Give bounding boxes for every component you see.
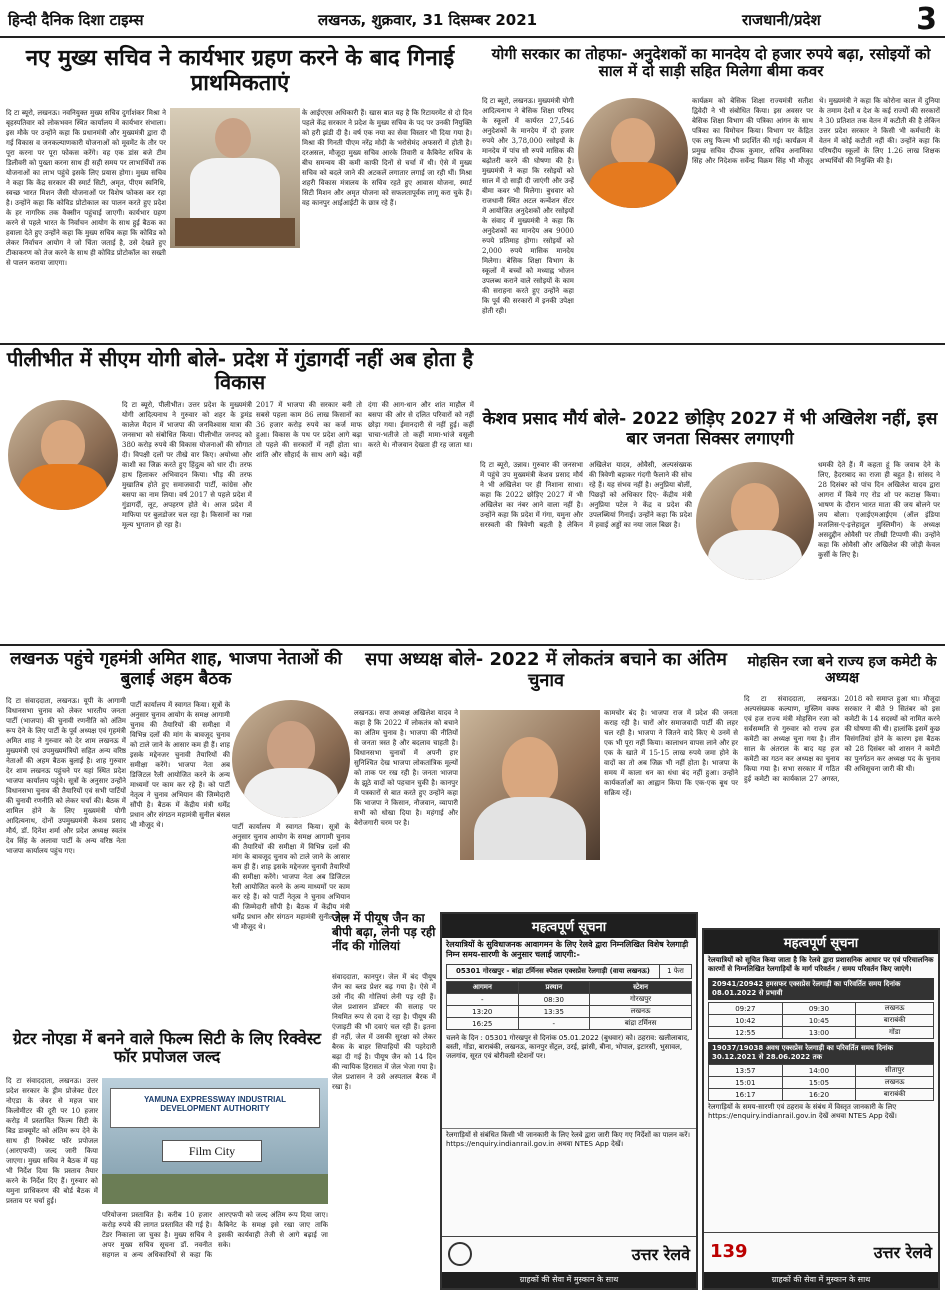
article-body-keshav: दि टा ब्यूरो, उन्नाव। गुरुवार की जनसभा में पहुंचे उप मुख्यमंत्री केशव प्रसाद मौर्य ने भी अखिलेश पर ही निशाना साधा। कहा कि 2022 छोड़िए 2027 में भी अखिलेश का नंबर आने वाला नहीं है। उन्होंने कहा कि प्रदेश में गंगा, यमुना और सरस्वती की त्रिवेणी बहती है लेकिन अखिलेश यादव, ओवैसी, अल्पसंख्यक की त्रिवेणी बहाकर गंदगी फैलाने की सोच रहे हैं। यह संभव नहीं है। अनुप्रिया बोलीं, पिछड़ों को अधिकार दिए- केंद्रीय मंत्री अनुप्रिया पटेल ने केंद्र व प्रदेश की उपलब्धियां गिनाईं। उन्होंने कहा कि प्रदेश में हवाई अड्डों का नया जाल बिछा है।	[480, 461, 692, 529]
table-row: 16:17 16:20 बाराबंकी	[709, 1089, 934, 1101]
amit-shah-photo	[232, 700, 350, 818]
article-body-chief-secretary-cont: के आईएएस अधिकारी हैं। खास बात यह है कि रिटायरमेंट से दो दिन पहले केंद्र सरकार ने प्रदेश के मुख्य सचिव के पद पर उनकी नियुक्ति को हरी झंडी दी है। वर्ष एक नया का सेवा विस्तार भी दिया गया है। मिश्रा की गिनती पीएम नरेंद्र मोदी के भरोसेमंद अफसरों में होती है। दरअसल, मौजूदा मुख्य सचिव आरके तिवारी व कैबिनेट सचिव के बीच समन्वय की कमी काफी दिनों से चर्चा में थी। ऐसे में मुख्य सचिव को बदले जाने की अटकलें लगातार लगाई जा रही थीं। मिश्रा शहरी विकास मंत्रालय के सचिव रहते हुए आवास योजना, स्मार्ट सिटी मिशन और अमृत योजना को सफलतापूर्वक लागू करा चुके हैं। वह कानपुर आईआईटी के छात्र रहे हैं।	[302, 109, 472, 207]
helpline-number: 139	[710, 1241, 748, 1262]
yogi-photo	[578, 98, 688, 208]
headline-pilibhit: पीलीभीत में सीएम योगी बोले- प्रदेश में गुंडागर्दी नहीं अब होता है विकास	[6, 347, 474, 394]
article-body-film-city: दि टा संवाददाता, लखनऊ। उत्तर प्रदेश सरकार के ड्रीम प्रोजेक्ट ग्रेटर नोएडा के जेवर से महज चार किलोमीटर की दूरी पर 10 हजार करोड़ में प्रस्तावित फिल्म सिटी के बिड डाक्यूमेंट को अंतिम रूप देने के साथ ही रिक्वेस्ट फॉर प्रपोजल (आरएफपी) जल्द जारी किया जाएगा। मुख्य सचिव ने बैठक में यह भी निर्देश दिया कि प्रस्ताव तैयार करने के निर्देश दिए हैं। गुरुवार को यमुना प्राधिकरण की बोर्ड बैठक में प्रस्ताव पर चर्चा हुई।	[6, 1077, 98, 1205]
col-departure: प्रस्थान	[518, 982, 590, 994]
article-body-amit-shah: दि टा संवाददाता, लखनऊ। यूपी के आगामी विधानसभा चुनाव को लेकर भारतीय जनता पार्टी (भाजपा) की चुनावी रणनीति को अंतिम रूप देने के लिए पार्टी के पूर्व अध्यक्ष एवं गृहमंत्री अमित शाह ने गुरुवार को देर शाम लखनऊ में मुख्यमंत्री एवं उपमुख्यमंत्रियों सहित अन्य वरिष्ठ नेताओं की अहम बैठक बुलाई है। शाह गुरुवार देर शाम लखनऊ पहुंचने पर यहां स्थित प्रदेश भाजपा कार्यालय पहुंचे। सूत्रों के अनुसार उन्होंने विधानसभा चुनाव की तैयारियों एवं सभी पार्टियों की चुनावी रणनीति को लेकर चर्चा की। बैठक में शामिल होने के लिए मुख्यमंत्री योगी आदित्यनाथ, दोनों उपमुख्यमंत्री केशव प्रसाद मौर्य, डॉ. दिनेश शर्मा और प्रदेश अध्यक्ष स्वतंत्र देव सिंह के अलावा पार्टी के अन्य वरिष्ठ नेता भाजपा कार्यालय पहुंच गए।	[6, 697, 126, 855]
train-block-1: 20941/20942 हमसफर एक्सप्रेस रेलगाड़ी का परिवर्तित समय दिनांक 08.01.2022 से प्रभावी	[708, 978, 934, 1000]
notice-intro: रेलयात्रियों को सूचित किया जाता है कि रेलवे द्वारा प्रशासनिक आधार पर एवं परिचालनिक कारणों से निम्नलिखित रेलगाड़ियों के मार्ग परिवर्तन / समय परिवर्तन किए जाएंगे।	[708, 956, 934, 973]
chief-secretary-photo	[170, 108, 300, 248]
headline-film-city: ग्रेटर नोएडा में बनने वाले फिल्म सिटी के लिए रिक्वेस्ट फॉर प्रपोजल जल्द	[12, 1029, 322, 1067]
article-body-piyush-jain: संवाददाता, कानपुर। जेल में बंद पीयूष जैन का ब्लड प्रेशर बढ़ गया है। ऐसे में उसे नींद की गोलियां लेनी पड़ रही हैं। जेल प्रशासन डॉक्टर की सलाह पर नियमित रूप से दवा दे रहा है। पीयूष की एंजाइटी की भी दवाएं चल रही हैं। इतना ही नहीं, जेल में उसकी सुरक्षा को लेकर बैरक के बाहर सिपाहियों की पहरेदारी बढ़ा दी गई है। पीयूष जैन को 14 दिन की न्यायिक हिरासत में जेल भेजा गया है। जेल प्रशासन ने उसे अस्पताल बैरक में रखा है।	[332, 973, 436, 1091]
keshav-photo	[696, 462, 814, 580]
paper-name: हिन्दी दैनिक दिशा टाइम्स	[8, 11, 144, 29]
divider	[0, 343, 945, 345]
notice-footer: रेलगाड़ियों से संबंधित किसी भी जानकारी के लिए रेलवे द्वारा जारी किए गए निर्देशों का पालन करें। https://enquiry.indianrail.gov.in अथवा NTES App देखें।	[442, 1128, 696, 1168]
article-body-akhilesh: लखनऊ। सपा अध्यक्ष अखिलेश यादव ने कहा है कि 2022 में लोकतंत्र को बचाने का अंतिम चुनाव है। भाजपा की नीतियों से जनता त्रस्त है और बदलाव चाहती है। विधानसभा चुनावों में अपनी हार सुनिश्चित देख भाजपा लोकतांत्रिक मूल्यों को ताक पर रख रही है। जनता भाजपा के झूठे वादों को पहचान चुकी है। कानपुर में पत्रकारों से बात करते हुए उन्होंने कहा कि भाजपा ने किसान, नौजवान, व्यापारी सभी को धोखा दिया है। महंगाई और बेरोजगारी चरम पर है।	[354, 709, 458, 827]
table-row: 16:25 - बांद्रा टर्मिनस	[447, 1018, 692, 1030]
notice-title: महत्वपूर्ण सूचना	[704, 930, 938, 954]
headline-mohsin-raza: मोहसिन रजा बने राज्य हज कमेटी के अध्यक्ष	[747, 654, 937, 687]
table-row: 15:01 15:05 लखनऊ	[709, 1077, 934, 1089]
page-number: 3	[916, 2, 937, 37]
table-row: 13:57 14:00 सीतापुर	[709, 1065, 934, 1077]
divider	[0, 644, 945, 646]
sign-line-1: YAMUNA EXPRESSWAY INDUSTRIAL	[143, 1095, 287, 1104]
article-body-chief-secretary: दि टा ब्यूरो, लखनऊ। नवनियुक्त मुख्य सचिव दुर्गाशंकर मिश्रा ने बृहस्पतिवार को लोकभवन स्थित कार्यालय में कार्यभार संभाला। इस मौके पर उन्होंने कहा कि प्रधानमंत्री और मुख्यमंत्री द्वारा दी गई विकास व जनकल्याणकारी योजनाओं को मूवमेंट के तौर पर पूरा करना पर पूरा फोकस करेंगे। वह एक डांस बजे टीम डिलीवरी को पुख्ता करना साथ ही सही समय पर लाभार्थियों तक योजनाओं का लाभ पहुंचे इसके लिए प्रयास होगा। मुख्य सचिव ने कहा कि केंद्र सरकार की स्मार्ट सिटी, अमृत, पीएम स्वनिधि, स्वच्छ भारत मिशन जैसी योजनाओं पर विशेष फोकस कर रहा है। उन्होंने कहा कि कोविड प्रोटोकाल का पालन करते हुए प्रदेश के हर नागरिक तक वैक्सीन पहुंचाई जाएगी। कार्यभार ग्रहण करने से पहले भारत के निर्वाचन आयोग के साथ हुई बैठक का हवाला देते हुए उन्होंने कहा कि मुख्य सचिव कहा कि कोविड को लेकर निर्वाचन आयोग ने जो चिंता जताई है, उसे देखते हुए टीकाकरण को तेज करने के साथ ही कोविड प्रोटोकॉल का सख्ती से पालन कराया जाएगा।	[6, 109, 166, 267]
headline-piyush-jain: जेल में पीयूष जैन का बीपी बढ़ा, लेनी पड़ रही नींद की गोलियां	[332, 911, 436, 953]
yogi-pilibhit-photo	[8, 400, 118, 510]
masthead	[0, 0, 945, 38]
article-body-pilibhit-cont: 2017 में भाजपा की सरकार बनी तो सबसे पहला काम 86 लाख किसानों का 36 हजार करोड़ रुपये का कर्ज माफ हुआ। विकास के पथ पर प्रदेश आगे बढ़ा तो पहले की सरकारों में नहीं होता था। शांति और सौहार्द के साथ आगे बढ़े। वहीं दंगा की आग-धान और शांत माहौल में बसपा की ओर से दलित परिवारों को नहीं छोड़ा गया। ईमानदारी से नहीं हुई। कहीं चाचा-भतीजे तो कहीं मामा-भांजे वसूली करते थे। नौजवान देखता ही रह जाता था।	[256, 401, 474, 459]
table-row: - 08:30 गोरखपुर	[447, 994, 692, 1006]
article-body-pilibhit: दि टा ब्यूरो, पीलीभीत। उत्तर प्रदेश के मुख्यमंत्री योगी आदित्यनाथ ने गुरुवार को शहर के ड्रमंड कालेज मैदान में भाजपा की जनविश्वास यात्रा की जनसभा को संबोधित किया। पीलीभीत जनपद को 380 करोड़ रुपये की विकास योजनाओं की सौगात दी। विपक्षी दलों पर तीखे वार किए। अयोध्या और काशी का जिक्र करते हुए हिंदुत्व को धार दी। तरफ हाथ हिलाकर अभिवादन किया। भीड़ की तरफ मुखातिब होते हुए समाजवादी पार्टी, कांग्रेस और बसपा का नाम लिया। वर्ष 2017 से पहले प्रदेश में गुंडागर्दी, लूट, अपहरण होते थे। आज प्रदेश में माफिया पर बुलडोजर चल रहा है। किसानों का गन्ना मूल्य भुगतान हो रहा है।	[122, 401, 252, 529]
timetable-2	[708, 1064, 934, 1101]
headline-amit-shah: लखनऊ पहुंचे गृहमंत्री अमित शाह, भाजपा नेताओं की बुलाई अहम बैठक	[10, 649, 342, 689]
article-body-amit-shah-cont: पार्टी कार्यालय में स्वागत किया। सूत्रों के अनुसार चुनाव आयोग के समक्ष आगामी चुनाव की तैयारियों की समीक्षा में विभिन्न दलों की मांग के बावजूद चुनाव को टाले जाने के आसार कम ही हैं। शाह इसके मद्देनजर चुनावी तैयारियों की समीक्षा करेंगे। भाजपा नेता अब डिजिटल रैली आयोजित करने के अन्य माध्यमों पर काम कर रहे हैं। को पार्टी नेतृत्व ने चुनाव अभियान की जिम्मेदारी सौंपी है। बैठक में केंद्रीय मंत्री धर्मेंद्र प्रधान और संगठन महामंत्री सुनील बंसल भी मौजूद थे।	[130, 701, 230, 829]
timetable	[446, 981, 692, 1030]
train-block-2: 19037/19038 अवध एक्सप्रेस रेलगाड़ी का परिवर्तित समय दिनांक 30.12.2021 से 28.06.2022 तक	[708, 1042, 934, 1064]
dateline: लखनऊ, शुक्रवार, 31 दिसम्बर 2021	[318, 11, 538, 29]
article-body-akhilesh-cont: कामचोर बंद है। भाजपा राज में प्रदेश की जनता कराह रही है। चारों ओर समाजवादी पार्टी की लहर चल रही है। भाजपा ने जितने वादे किए थे उनमें से एक भी पूरा नहीं किया। कालाधन वापस लाने और हर एक के खाते में 15-15 लाख रुपये जमा होने के वादों का तो अब जिक्र भी नहीं होता है। भाजपा के समय में काला धन का धंधा बंद नहीं हुआ। उन्होंने कार्यकर्ताओं का आह्वान किया कि एक-एक बूथ पर सक्रिय रहें।	[604, 709, 738, 797]
train-name: 05301 गोरखपुर - बांद्रा टर्मिनस स्पेशल एक्सप्रेस रेलगाड़ी (वाया लखनऊ)	[456, 967, 650, 975]
article-body-keshav-cont: धमकी देते हैं। मैं कहता हूं कि जवाब देने के लिए, हैदराबाद का राजा ही बहुत है। सांसद ने 28 दिसंबर को पांच दिन अखिलेश यादव द्वारा आगरा में किये गए रोड शो पर कटाक्ष किया। भाषण के दौरान भारत माता की जय बोलने पर जय बोला। एआईएमआईएम (ऑल इंडिया मजलिस-ए-इत्तेहादुल मुस्लिमीन) के अध्यक्ष असदुद्दीन ओवैसी पर तीखी टिप्पणी की। उन्होंने कहा कि ओवैसी और अखिलेश की जोड़ी केवल कुर्सी के लिए है।	[818, 461, 940, 559]
akhilesh-photo	[460, 710, 600, 860]
col-arrival: आगमन	[447, 982, 519, 994]
col-station: स्टेशन	[590, 982, 692, 994]
timetable-1	[708, 1002, 934, 1039]
brand-tagline: ग्राहकों की सेवा में मुस्कान के साथ	[704, 1272, 938, 1288]
article-body-yogi-gift: दि टा ब्यूरो, लखनऊ। मुख्यमंत्री योगी आदित्यनाथ ने बेसिक शिक्षा परिषद के स्कूलों में कार्यरत 27,546 अनुदेशकों के मानदेय में दो हजार रुपये और 3,78,000 रसोइयों के मानदेय में पांच सौ रुपये मासिक की बढ़ोतरी करने की घोषणा की है। मुख्यमंत्री ने कहा कि रसोइयों को साल में दो साड़ी दी जाएंगी और उन्हें बीमा कवर भी मिलेगा। बुधवार को राजधानी स्थित अटल कन्वेंशन सेंटर में आयोजित अनुदेशकों और रसोइयों के संवाद में मुख्यमंत्री ने कहा कि अनुदेशकों का मानदेय अब 9000 रुपये प्रतिमाह होगा। रसोइयों को 2,000 रुपये मासिक मानदेय मिलेगा। बेसिक शिक्षा विभाग के स्कूलों में बच्चों को मध्याह्न भोजन उपलब्ध कराने वाले रसोइयों के काम की सराहना करते हुए उन्होंने कहा कि पूर्व की सरकारों में इनकी उपेक्षा होती रही।	[482, 97, 574, 315]
table-row: 13:20 13:35 लखनऊ	[447, 1006, 692, 1018]
railway-logo-icon	[448, 1242, 472, 1266]
train-frequency: 1 फेरा	[659, 965, 691, 978]
headline-yogi-gift: योगी सरकार का तोहफा- अनुदेशकों का मानदेय दो हजार रुपये बढ़ा, रसोइयों को साल में दो साड़ी सहित मिलेगा बीमा कवर	[491, 45, 931, 81]
section-name: राजधानी/प्रदेश	[742, 11, 821, 29]
article-body-mohsin: दि टा संवाददाता, लखनऊ। अल्पसंख्यक कल्याण, मुस्लिम वक्फ एवं हज राज्य मंत्री मोहसिन रजा को सर्वसम्मति से गुरुवार को राज्य हज कमेटी का अध्यक्ष चुना गया है। तीन साल के अंतराल के बाद यह हज कमेटी का गठन कर अध्यक्ष का चुनाव किया गया है। सभा सरकार में गठित हुई कमेटी का कार्यकाल 27 अगस्त, 2018 को समाप्त हुआ था। मौजूदा सरकार ने बीते 9 सितंबर को इस कमेटी के 14 सदस्यों को नामित करने की घोषणा की थी। हालांकि इसमें कुछ विसंगतियां होने के कारण इस बैठक को 28 दिसंबर को शासन ने कमेटी का पुनर्गठन कर अध्यक्ष पद के चुनाव की अधिसूचना जारी की थी।	[744, 695, 940, 783]
railway-notice-1	[440, 912, 698, 1290]
brand-name: उत्तर रेलवे	[631, 1244, 690, 1264]
article-body-amit-shah-cont2: पार्टी कार्यालय में स्वागत किया। सूत्रों के अनुसार चुनाव आयोग के समक्ष आगामी चुनाव की तैयारियों की समीक्षा में विभिन्न दलों की मांग के बावजूद चुनाव को टाले जाने के आसार कम ही हैं। शाह इसके मद्देनजर चुनावी तैयारियों की समीक्षा करेंगे। भाजपा नेता अब डिजिटल रैली आयोजित करने के अन्य माध्यमों पर काम कर रहे हैं। को पार्टी नेतृत्व ने चुनाव अभियान की जिम्मेदारी सौंपी है। बैठक में केंद्रीय मंत्री धर्मेंद्र प्रधान और संगठन महामंत्री सुनील बंसल भी मौजूद थे।	[232, 823, 350, 931]
notice-intro: रेलयात्रियों के सुविधाजनक आवागमन के लिए रेलवे द्वारा निम्नलिखित विशेष रेलगाड़ी निम्न समय-सारणी के अनुसार चलाई जाएगी:-	[446, 940, 689, 959]
film-city-plate: Film City	[162, 1140, 262, 1162]
sign-line-2: DEVELOPMENT AUTHORITY	[160, 1104, 270, 1113]
railway-notice-2	[702, 928, 940, 1290]
table-row: 10:42 10:45 बाराबंकी	[709, 1015, 934, 1027]
article-body-yogi-gift-cont: कार्यक्रम को बेसिक शिक्षा राज्यमंत्री सतीश द्विवेदी ने भी संबोधित किया। इस अवसर पर बेसिक शिक्षा विभाग की पत्रिका आंगन के साथ पत्रिका का विमोचन किया। विभाग पर केंद्रित एक लघु फिल्म भी प्रदर्शित की गई। कार्यक्रम में प्रमुख सचिव दीपक कुमार, सचिव अनामिका सिंह और निदेशक सर्वेन्द्र विक्रम सिंह भी मौजूद थे। मुख्यमंत्री ने कहा कि कोरोना काल में दुनिया के तमाम देशों व देश के कई राज्यों की सरकारों ने 30 प्रतिशत तक वेतन में कटौती की है लेकिन उत्तर प्रदेश सरकार ने किसी भी कर्मचारी के वेतन में कोई कटौती नहीं की। उन्होंने कहा कि परिषदीय स्कूलों के लिए 1.26 लाख शिक्षक अभ्यर्थियों की नियुक्ति की है।	[692, 97, 940, 165]
brand-name: उत्तर रेलवे	[873, 1242, 932, 1262]
film-city-photo	[102, 1078, 328, 1204]
notice-footer: रेलगाड़ियों के समय-सारणी एवं ठहराव के संबंध में विस्तृत जानकारी के लिए https://enquiry.indianrail.gov.in देखें अथवा NTES App देखें।	[708, 1103, 897, 1120]
headline-chief-secretary: नए मुख्य सचिव ने कार्यभार ग्रहण करने के बाद गिनाई प्राथमिकताएं	[25, 46, 455, 97]
headline-keshav-maurya: केशव प्रसाद मौर्य बोले- 2022 छोड़िए 2027 में भी अखिलेश नहीं, इस बार जनता सिक्सर लगाएगी	[482, 409, 938, 449]
brand-tagline: ग्राहकों की सेवा में मुस्कान के साथ	[442, 1272, 696, 1288]
table-row: 12:55 13:00 गोंडा	[709, 1027, 934, 1039]
headline-akhilesh: सपा अध्यक्ष बोले- 2022 में लोकतंत्र बचाने का अंतिम चुनाव	[365, 649, 727, 691]
notice-details: चलने के दिन : 05301 गोरखपुर से दिनांक 05.01.2022 (बुधवार) को। ठहराव: खलीलाबाद, बस्ती, गोंडा, बाराबंकी, लखनऊ, कानपुर सेंट्रल, उरई, झांसी, बीना, भोपाल, इटारसी, भुसावल, जलगांव, सूरत एवं बोरीवली स्टेशनों पर।	[446, 1034, 690, 1060]
notice-title: महत्वपूर्ण सूचना	[442, 914, 696, 938]
article-body-film-city-cont: परियोजना प्रस्तावित है। करीब 10 हजार करोड़ रुपये की लागत प्रस्तावित की गई है। टेंडर निकाला जा चुका है। मुख्य सचिव ने अपर मुख्य सचिव सूचना डॉ. नवनीत सहगल व अन्य अधिकारियों से कहा कि आरएफपी को जल्द अंतिम रूप दिया जाए। कैबिनेट के समक्ष इसे रखा जाए ताकि इसकी कार्यवाही तेजी से आगे बढ़ाई जा सके।	[102, 1211, 328, 1259]
table-row: 09:27 09:30 लखनऊ	[709, 1003, 934, 1015]
